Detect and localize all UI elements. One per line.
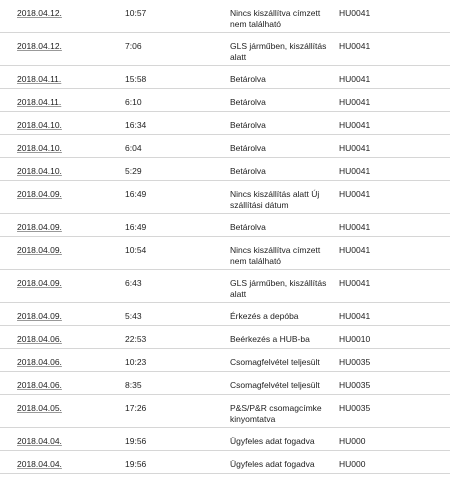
table-row	[0, 428, 450, 451]
row-date[interactable]: 2018.04.09.	[17, 222, 62, 232]
row-depot: HU000	[339, 436, 366, 446]
row-time: 17:26	[125, 403, 147, 413]
table-row	[0, 395, 450, 428]
row-depot: HU0041	[339, 222, 371, 232]
row-date[interactable]: 2018.04.05.	[17, 403, 62, 413]
row-time: 19:56	[125, 459, 147, 469]
row-date[interactable]: 2018.04.10.	[17, 120, 62, 130]
row-time: 5:29	[125, 166, 142, 176]
row-depot: HU0041	[339, 97, 371, 107]
table-row	[0, 237, 450, 270]
row-status: Betárolva	[230, 120, 266, 130]
row-date[interactable]: 2018.04.09.	[17, 245, 62, 255]
row-date[interactable]: 2018.04.12.	[17, 8, 62, 18]
table-row	[0, 181, 450, 214]
row-time: 15:58	[125, 74, 147, 84]
row-status: Nincs kiszállítva címzett nem található	[230, 8, 321, 29]
row-time: 6:10	[125, 97, 142, 107]
row-depot: HU0041	[339, 311, 371, 321]
table-row	[0, 135, 450, 158]
row-time: 19:56	[125, 436, 147, 446]
row-time: 8:35	[125, 380, 142, 390]
row-status: Betárolva	[230, 74, 266, 84]
row-depot: HU0041	[339, 278, 371, 288]
table-row	[0, 89, 450, 112]
row-date[interactable]: 2018.04.11.	[17, 97, 62, 107]
row-depot: HU0041	[339, 41, 371, 51]
row-time: 6:04	[125, 143, 142, 153]
row-status: GLS járműben, kiszállítás alatt	[230, 278, 327, 299]
row-status: Érkezés a depóba	[230, 311, 299, 321]
row-depot: HU000	[339, 459, 366, 469]
table-row	[0, 326, 450, 349]
table-row	[0, 0, 450, 33]
table-row	[0, 158, 450, 181]
table-row	[0, 372, 450, 395]
row-time: 16:49	[125, 189, 147, 199]
table-row	[0, 66, 450, 89]
row-depot: HU0041	[339, 8, 371, 18]
row-status: Ügyfeles adat fogadva	[230, 459, 315, 469]
row-depot: HU0041	[339, 143, 371, 153]
row-status: Nincs kiszállítás alatt Új szállítási dátum	[230, 189, 320, 210]
row-date[interactable]: 2018.04.10.	[17, 143, 62, 153]
row-time: 5:43	[125, 311, 142, 321]
row-depot: HU0035	[339, 380, 371, 390]
row-time: 6:43	[125, 278, 142, 288]
table-row	[0, 451, 450, 474]
row-date[interactable]: 2018.04.06.	[17, 334, 62, 344]
row-date[interactable]: 2018.04.11.	[17, 74, 62, 84]
table-row	[0, 303, 450, 326]
row-depot: HU0035	[339, 403, 371, 413]
row-date[interactable]: 2018.04.04.	[17, 459, 62, 469]
row-status: Csomagfelvétel teljesült	[230, 380, 320, 390]
row-date[interactable]: 2018.04.04.	[17, 436, 62, 446]
row-status: P&S/P&R csomagcímke kinyomtatva	[230, 403, 322, 424]
row-status: Csomagfelvétel teljesült	[230, 357, 320, 367]
table-row	[0, 214, 450, 237]
row-depot: HU0041	[339, 189, 371, 199]
row-time: 10:54	[125, 245, 147, 255]
row-status: Ügyfeles adat fogadva	[230, 436, 315, 446]
row-date[interactable]: 2018.04.10.	[17, 166, 62, 176]
row-depot: HU0041	[339, 74, 371, 84]
row-date[interactable]: 2018.04.09.	[17, 311, 62, 321]
row-time: 16:34	[125, 120, 147, 130]
row-status: Betárolva	[230, 222, 266, 232]
row-status: Nincs kiszállítva címzett nem található	[230, 245, 321, 266]
row-date[interactable]: 2018.04.06.	[17, 357, 62, 367]
row-time: 22:53	[125, 334, 147, 344]
row-status: Betárolva	[230, 143, 266, 153]
table-row	[0, 33, 450, 66]
row-depot: HU0010	[339, 334, 371, 344]
row-time: 10:57	[125, 8, 147, 18]
row-date[interactable]: 2018.04.06.	[17, 380, 62, 390]
row-date[interactable]: 2018.04.09.	[17, 189, 62, 199]
row-depot: HU0041	[339, 245, 371, 255]
row-status: Betárolva	[230, 166, 266, 176]
row-status: GLS járműben, kiszállítás alatt	[230, 41, 327, 62]
table-row	[0, 270, 450, 303]
row-status: Beérkezés a HUB-ba	[230, 334, 310, 344]
table-row	[0, 112, 450, 135]
row-time: 7:06	[125, 41, 142, 51]
row-status: Betárolva	[230, 97, 266, 107]
row-depot: HU0041	[339, 166, 371, 176]
table-row	[0, 349, 450, 372]
row-time: 16:49	[125, 222, 147, 232]
row-depot: HU0035	[339, 357, 371, 367]
row-depot: HU0041	[339, 120, 371, 130]
row-date[interactable]: 2018.04.09.	[17, 278, 62, 288]
row-time: 10:23	[125, 357, 147, 367]
row-date[interactable]: 2018.04.12.	[17, 41, 62, 51]
